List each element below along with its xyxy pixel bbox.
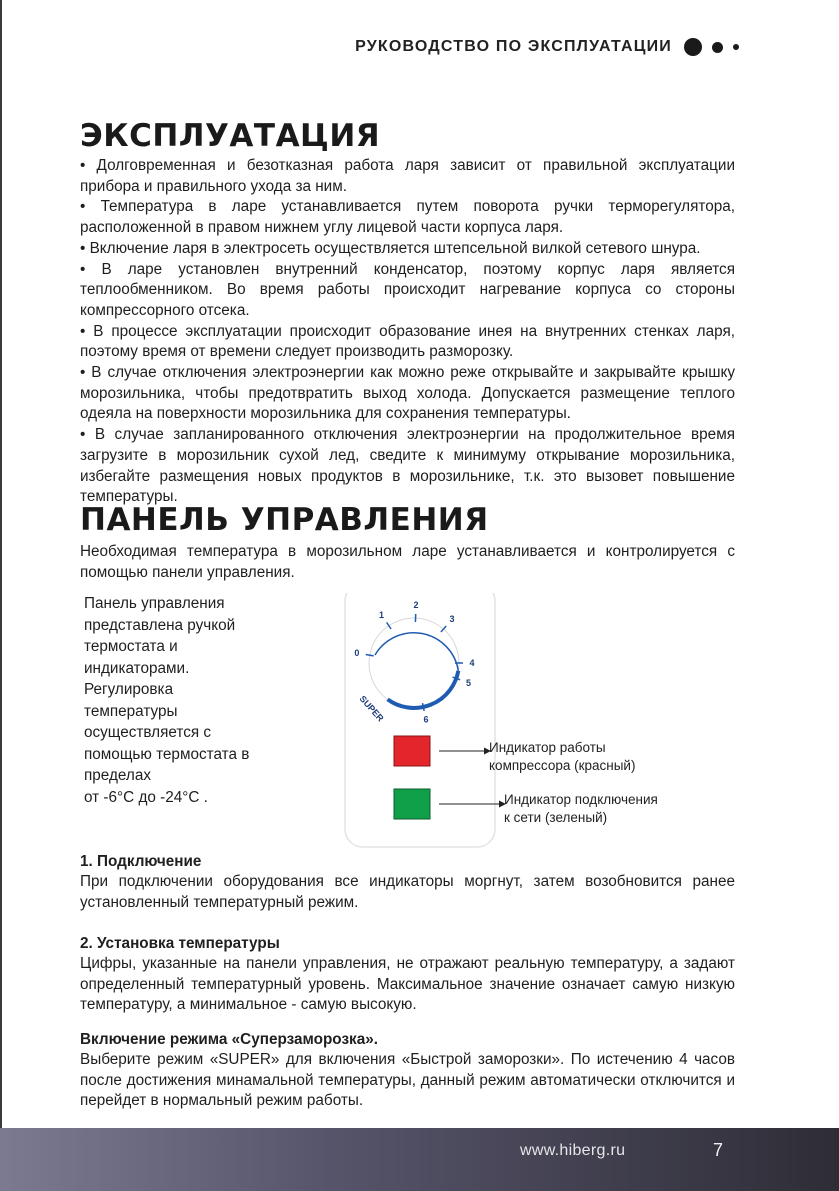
operation-item: • Долговременная и безотказная работа ларя зависит от правильной эксплуатации прибора и правильного ухода за ним. xyxy=(80,157,735,195)
left-border-line xyxy=(0,0,2,1128)
header-dots xyxy=(684,38,739,56)
super-mode-label: SUPER xyxy=(357,693,386,724)
control-intro: Необходимая температура в морозильном ларе устанавливается и контролируется с помощью панели управления. xyxy=(80,543,735,581)
dial-number: 4 xyxy=(469,658,475,668)
compressor-indicator-label xyxy=(489,739,635,775)
compressor-label-line: компрессора (красный) xyxy=(489,758,636,773)
control-section xyxy=(80,502,735,583)
panel-description-line: пределах xyxy=(84,767,151,784)
compressor-label-line: Индикатор работы xyxy=(489,740,606,755)
power-indicator xyxy=(394,789,430,819)
superfreeze-title: Включение режима «Суперзаморозка». xyxy=(80,1031,378,1048)
power-indicator-label xyxy=(504,791,658,827)
compressor-indicator xyxy=(394,736,430,766)
panel-description-line: осуществляется с xyxy=(84,724,212,741)
dot-large-icon xyxy=(684,38,702,56)
page-header xyxy=(355,38,739,56)
panel-description-line: Регулировка xyxy=(84,681,174,698)
operation-item: • Включение ларя в электросеть осуществляется штепсельной вилкой сетевого шнура. xyxy=(80,239,701,257)
page-number: 7 xyxy=(713,1140,724,1160)
operation-item: • В ларе установлен внутренний конденсатор, поэтому корпус ларя является теплообменником. Во время работы происходит нагревание корпуса со стороны компрессорного отсека. xyxy=(80,260,735,319)
dot-small-icon xyxy=(733,44,739,50)
operation-title: ЭКСПЛУАТАЦИЯ xyxy=(80,118,381,154)
page-footer xyxy=(0,1128,839,1191)
header-title: РУКОВОДСТВО ПО ЭКСПЛУАТАЦИИ xyxy=(355,38,672,55)
dial-number: 2 xyxy=(413,600,419,611)
panel-description-line: представлена ручкой xyxy=(84,616,236,634)
superfreeze-section xyxy=(80,1030,735,1112)
panel-description-line: от -6°C до -24°C . xyxy=(84,788,208,806)
operation-item: • В случае отключения электроэнергии как можно реже открывайте и закрывайте крышку морозильника, чтобы предотвратить выход холода. Допускается размещение теплого одеяла на поверхности морозильника для сохранения температуры. xyxy=(80,364,735,423)
operation-item: • В процессе эксплуатации происходит образование инея на внутренних стенках ларя, поэтому время от времени следует производить разморозку. xyxy=(80,322,735,361)
dial-number: 5 xyxy=(465,677,472,688)
temperature-text: Цифры, указанные на панели управления, не отражают реальную температуру, а задают определенный температурный уровень. Максимальное значение означает самую низкую температуру, а минимальное - самую высокую. xyxy=(80,955,735,1014)
panel-description-line: температуры xyxy=(84,702,178,720)
dial-number: 6 xyxy=(423,714,429,725)
panel-description-line: термостата и xyxy=(84,638,178,655)
connection-section xyxy=(80,852,735,913)
panel-description-line: индикаторами. xyxy=(84,659,190,677)
panel-description-line: Панель управления xyxy=(84,595,225,612)
control-title: ПАНЕЛЬ УПРАВЛЕНИЯ xyxy=(80,502,489,538)
panel-description xyxy=(84,593,284,808)
dial-number: 0 xyxy=(354,647,360,658)
connection-title: 1. Подключение xyxy=(80,853,202,870)
panel-description-line: помощью термостата в xyxy=(84,745,250,763)
website-link[interactable]: www.hiberg.ru xyxy=(520,1142,626,1159)
power-label-line: к сети (зеленый) xyxy=(504,810,608,825)
connection-text: При подключении оборудования все индикаторы моргнут, затем возобновится ранее установленный температурный режим. xyxy=(80,873,735,911)
operation-section xyxy=(80,118,735,508)
dial-number: 1 xyxy=(379,609,385,620)
control-panel-area xyxy=(84,593,744,853)
dial-number: 3 xyxy=(449,614,455,625)
power-label-line: Индикатор подключения xyxy=(504,792,658,807)
operation-list xyxy=(80,156,735,508)
operation-item: • Температура в ларе устанавливается путем поворота ручки терморегулятора, расположенной в правом нижнем углу лицевой части корпуса ларя. xyxy=(80,198,735,237)
dot-medium-icon xyxy=(712,42,723,53)
temperature-title: 2. Установка температуры xyxy=(80,935,280,952)
superfreeze-text: Выберите режим «SUPER» для включения «Быстрой заморозки». По истечению 4 часов после достижения минамальной температуры, данный режим автоматически отключится и перейдет в нормальный режим работы. xyxy=(80,1051,735,1110)
temperature-section xyxy=(80,934,735,1016)
operation-item: • В случае запланированного отключения электроэнергии на продолжительное время загрузите в морозильник сухой лед, сведите к минимуму открывание морозильника, избегайте размещения новых продуктов в морозильнике, т.к. это вызовет повышение температуры. xyxy=(80,426,735,506)
